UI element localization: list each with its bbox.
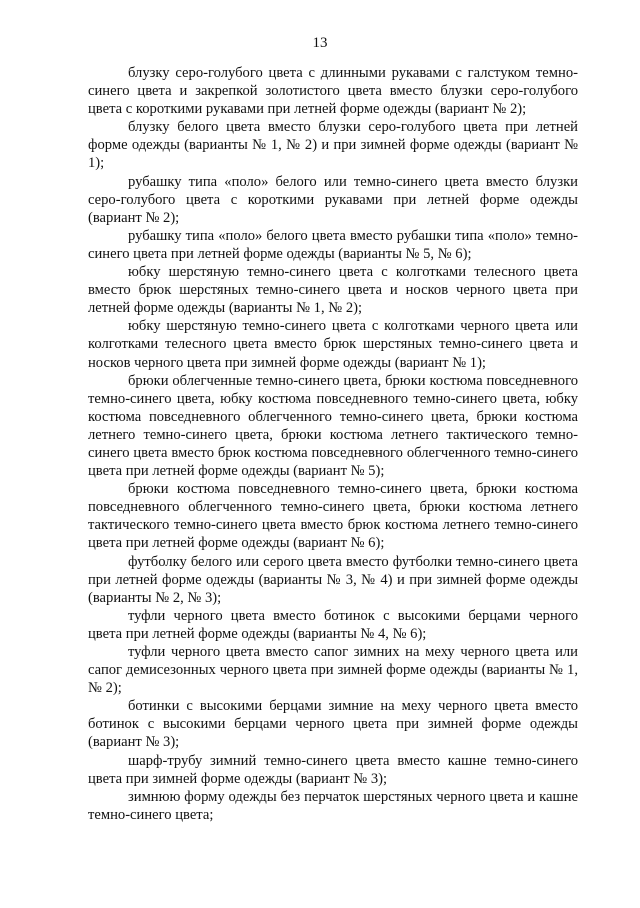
paragraph: зимнюю форму одежды без перчаток шерстяных черного цвета и кашне темно-синего цвета; [88,788,578,823]
paragraph: рубашку типа «поло» белого цвета вместо рубашки типа «поло» темно-синего цвета при летней форме одежды (варианты № 5, № 6); [88,227,578,262]
paragraph: блузку белого цвета вместо блузки серо-голубого цвета при летней форме одежды (варианты № 1, № 2) и при зимней форме одежды (вариант № 1); [88,119,578,172]
paragraph: брюки костюма повседневного темно-синего цвета, брюки костюма повседневного облегченного темно-синего цвета, брюки костюма летнего тактического темно-синего цвета вместо брюк костюма летнего темно-синего цвета при летней форме одежды (вариант № 6); [88,481,578,552]
paragraph: брюки облегченные темно-синего цвета, брюки костюма повседневного темно-синего цвета, юбку костюма повседневного темно-синего цвета, юбку костюма повседневного облегченного темно-синего цвета, брюки костюма летнего темно-синего цвета, брюки костюма летнего тактического темно-синего цвета вместо брюк костюма повседневного облегченного темно-синего цвета при летней форме одежды (вариант № 5); [88,372,578,480]
paragraph: шарф-трубу зимний темно-синего цвета вместо кашне темно-синего цвета при зимней форме одежды (вариант № 3); [88,752,578,787]
paragraph: юбку шерстяную темно-синего цвета с колготками черного цвета или колготками телесного цвета вместо брюк шерстяных темно-синего цвета и носков черного цвета при зимней форме одежды (вариант № 1); [88,318,578,371]
paragraph: туфли черного цвета вместо ботинок с высокими берцами черного цвета при летней форме одежды (варианты № 4, № 6); [88,607,578,642]
paragraph: ботинки с высокими берцами зимние на меху черного цвета вместо ботинок с высокими берцами черного цвета при зимней форме одежды (вариант № 3); [88,698,578,751]
page-number: 13 [312,35,328,51]
paragraph: рубашку типа «поло» белого или темно-синего цвета вместо блузки серо-голубого цвета с короткими рукавами при летней форме одежды (вариант № 2); [88,173,578,226]
paragraph: юбку шерстяную темно-синего цвета с колготками телесного цвета вместо брюк шерстяных темно-синего цвета и носков черного цвета при летней форме одежды (варианты № 1, № 2); [88,264,578,317]
paragraph: туфли черного цвета вместо сапог зимних на меху черного цвета или сапог демисезонных черного цвета при зимней форме одежды (варианты № 1, № 2); [88,644,578,697]
document-body [88,64,578,824]
paragraph: блузку серо-голубого цвета с длинными рукавами с галстуком темно-синего цвета и закрепкой золотистого цвета вместо блузки серо-голубого цвета с короткими рукавами при летней форме одежды (вариант № 2); [88,65,578,118]
paragraph: футболку белого или серого цвета вместо футболки темно-синего цвета при летней форме одежды (варианты № 3, № 4) и при зимней форме одежды (варианты № 2, № 3); [88,553,578,606]
